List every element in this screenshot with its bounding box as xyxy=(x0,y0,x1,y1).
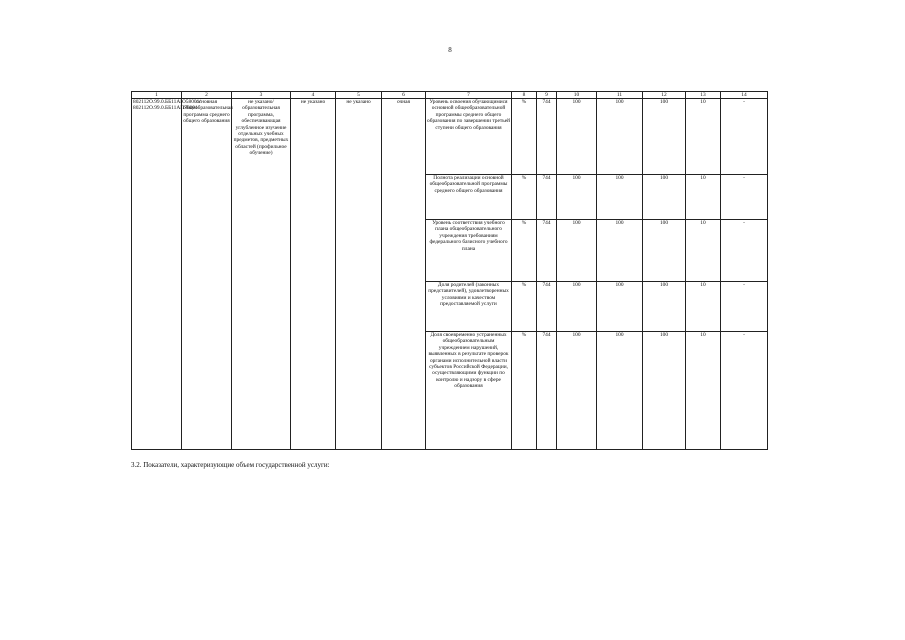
okei-code-cell: 744 xyxy=(537,282,557,332)
value-cell: 100 xyxy=(597,220,643,282)
registry-code-cell: 802112О.99.0.ББ11АЮ58001/ 802112О.99.0.ББ11АП76001 xyxy=(132,99,182,450)
value-cell: 100 xyxy=(643,99,686,175)
deviation-cell: - xyxy=(721,220,768,282)
program-type-cell: не указано/ образовательная программа, обеспечивающая углубленное изучение отдельных учебных предметов, предметных областей (профильное обучение) xyxy=(232,99,291,450)
education-form-cell: очная xyxy=(382,99,426,450)
deviation-cell: 10 xyxy=(686,175,721,220)
unit-cell: % xyxy=(512,332,537,450)
value-cell: 100 xyxy=(597,99,643,175)
quality-indicators-table xyxy=(131,91,768,450)
okei-code-cell: 744 xyxy=(537,220,557,282)
column-number: 5 xyxy=(336,92,382,99)
program-cell: основная общеобразовательная программа среднего общего образования xyxy=(182,99,232,450)
column-number: 12 xyxy=(643,92,686,99)
value-cell: 100 xyxy=(597,175,643,220)
value-cell: 100 xyxy=(597,282,643,332)
deviation-cell: - xyxy=(721,332,768,450)
column-number: 6 xyxy=(382,92,426,99)
value-cell: 100 xyxy=(643,282,686,332)
value-cell: 100 xyxy=(643,332,686,450)
indicator-name-cell: Полнота реализации основной общеобразовательной программы среднего общего образования xyxy=(426,175,512,220)
value-cell: 100 xyxy=(557,220,597,282)
column-number: 13 xyxy=(686,92,721,99)
deviation-cell: - xyxy=(721,282,768,332)
deviation-cell: 10 xyxy=(686,332,721,450)
deviation-cell: 10 xyxy=(686,282,721,332)
column-number: 11 xyxy=(597,92,643,99)
unit-cell: % xyxy=(512,99,537,175)
column-number: 10 xyxy=(557,92,597,99)
value-cell: 100 xyxy=(557,175,597,220)
okei-code-cell: 744 xyxy=(537,99,557,175)
column-number: 2 xyxy=(182,92,232,99)
okei-code-cell: 744 xyxy=(537,175,557,220)
unit-cell: % xyxy=(512,175,537,220)
column-number: 14 xyxy=(721,92,768,99)
deviation-cell: - xyxy=(721,99,768,175)
indicator-name-cell: Доля своевременно устраненных общеобразовательным учреждением нарушений, выявленных в результате проверок органами исполнительной власти субъектов Российской Федерации, осуществляющими функции по контролю и надзору в сфере образования xyxy=(426,332,512,450)
value-cell: 100 xyxy=(557,99,597,175)
category-cell-2: не указано xyxy=(336,99,382,450)
page-number: 8 xyxy=(448,46,452,54)
unit-cell: % xyxy=(512,282,537,332)
deviation-cell: 10 xyxy=(686,220,721,282)
column-number: 3 xyxy=(232,92,291,99)
indicator-name-cell: Уровень соответствия учебного плана общеобразовательного учреждения требованиям федерального базисного учебного плана xyxy=(426,220,512,282)
column-number: 7 xyxy=(426,92,512,99)
column-number-row xyxy=(132,92,768,99)
value-cell: 100 xyxy=(597,332,643,450)
deviation-cell: - xyxy=(721,175,768,220)
section-note: 3.2. Показатели, характеризующие объем государственной услуги: xyxy=(131,461,330,469)
indicator-name-cell: Уровень освоения обучающимися основной общеобразовательной программы среднего общего образования по завершении третьей ступени общего образования xyxy=(426,99,512,175)
indicator-name-cell: Доля родителей (законных представителей), удовлетворенных условиями и качеством предоставляемой услуги xyxy=(426,282,512,332)
column-number: 1 xyxy=(132,92,182,99)
unit-cell: % xyxy=(512,220,537,282)
table-row xyxy=(132,99,768,175)
column-number: 8 xyxy=(512,92,537,99)
column-number: 9 xyxy=(537,92,557,99)
category-cell: не указано xyxy=(291,99,336,450)
value-cell: 100 xyxy=(643,175,686,220)
column-number: 4 xyxy=(291,92,336,99)
deviation-cell: 10 xyxy=(686,99,721,175)
value-cell: 100 xyxy=(643,220,686,282)
okei-code-cell: 744 xyxy=(537,332,557,450)
value-cell: 100 xyxy=(557,282,597,332)
value-cell: 100 xyxy=(557,332,597,450)
